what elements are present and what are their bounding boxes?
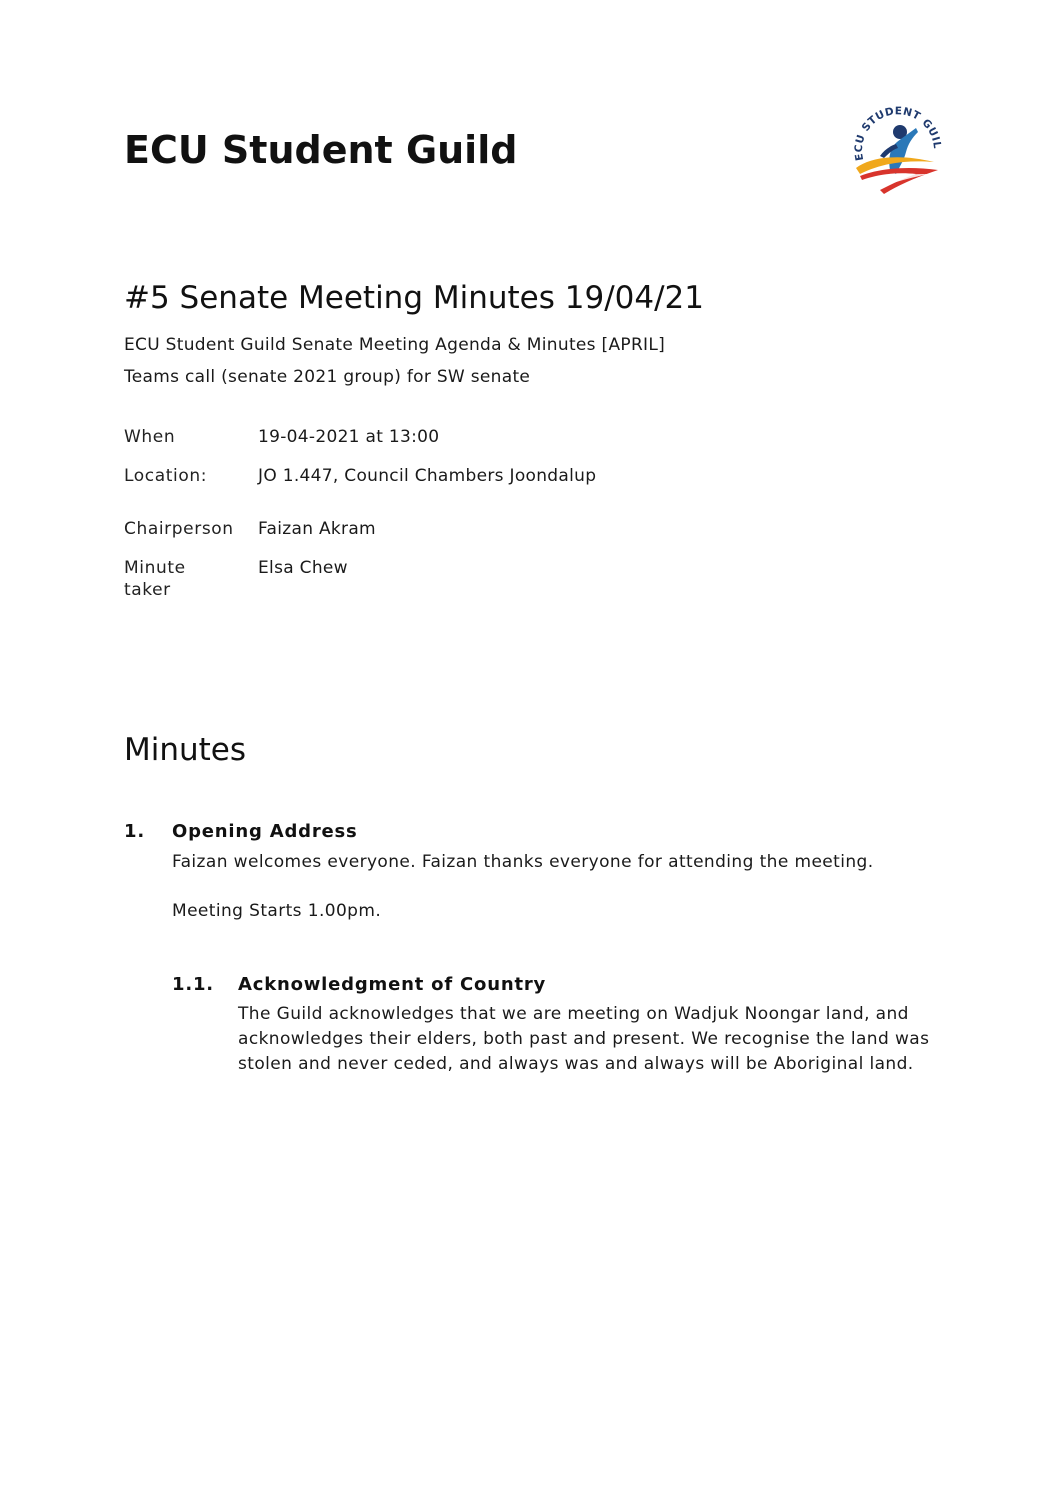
logo-lettering: ECU STUDENT GUIL bbox=[852, 105, 944, 162]
subitem-title-acknowledgment: Acknowledgment of Country bbox=[238, 974, 547, 995]
minute-taker-label-line2: taker bbox=[124, 580, 171, 600]
opening-address-text: Faizan welcomes everyone. Faizan thanks everyone for attending the meeting. bbox=[172, 852, 874, 872]
location-value: JO 1.447, Council Chambers Joondalup bbox=[258, 466, 597, 486]
minute-taker-value: Elsa Chew bbox=[258, 558, 348, 578]
item-title-opening-address: Opening Address bbox=[172, 821, 358, 842]
minute-taker-label-line1: Minute bbox=[124, 558, 186, 578]
minute-taker-label bbox=[124, 557, 244, 601]
org-title: ECU Student Guild bbox=[124, 128, 518, 172]
location-label: Location: bbox=[124, 466, 208, 486]
document-title: #5 Senate Meeting Minutes 19/04/21 bbox=[124, 280, 704, 316]
document-call-info: Teams call (senate 2021 group) for SW senate bbox=[124, 367, 531, 387]
chairperson-label: Chairperson bbox=[124, 519, 234, 539]
item-number: 1. bbox=[124, 821, 145, 842]
when-label: When bbox=[124, 427, 176, 447]
meeting-start-text: Meeting Starts 1.00pm. bbox=[172, 901, 382, 921]
ecu-student-guild-logo bbox=[850, 104, 946, 200]
document-subtitle: ECU Student Guild Senate Meeting Agenda & Minutes [APRIL] bbox=[124, 335, 666, 355]
minutes-heading: Minutes bbox=[124, 732, 247, 768]
chairperson-value: Faizan Akram bbox=[258, 519, 376, 539]
acknowledgment-text: The Guild acknowledges that we are meeting on Wadjuk Noongar land, and acknowledges their elders, both past and present. We recognise the land was stolen and never ceded, and always was and always will be Aboriginal land. bbox=[238, 1004, 930, 1074]
subitem-number: 1.1. bbox=[172, 974, 214, 995]
logo-graphic bbox=[850, 104, 946, 200]
when-value: 19-04-2021 at 13:00 bbox=[258, 427, 440, 447]
